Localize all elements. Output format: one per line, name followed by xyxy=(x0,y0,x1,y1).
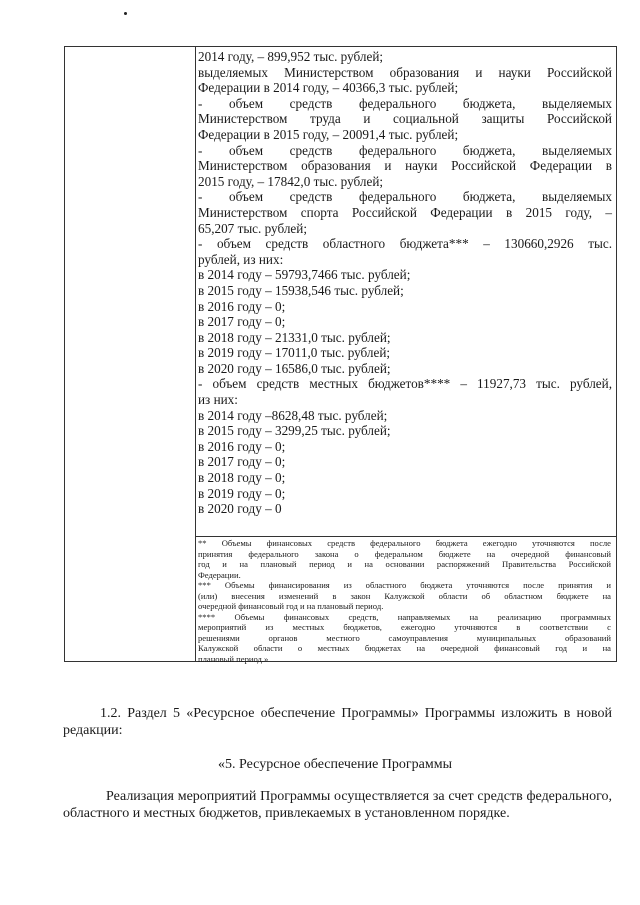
row-divider xyxy=(195,536,616,537)
footnote-line: ** Объемы финансовых средств федерального бюджета ежегодно уточняются после xyxy=(198,538,611,548)
table-text-line: в 2014 году –8628,48 тыс. рублей; xyxy=(198,407,388,423)
table-text-line: 2015 году, – 17842,0 тыс. рублей; xyxy=(198,173,384,189)
table-text-line: Министерством спорта Российской Федерации в 2015 году, – xyxy=(198,204,612,220)
table-text-line: выделяемых Министерством образования и науки Российской xyxy=(198,64,612,80)
table-text-line: в 2019 году – 17011,0 тыс. рублей; xyxy=(198,345,391,361)
section-heading: «5. Ресурсное обеспечение Программы xyxy=(218,757,453,772)
footnote-line: очередной финансовый год и на плановый период. xyxy=(198,601,384,611)
table-text-line: 2014 году, – 899,952 тыс. рублей; xyxy=(198,49,384,64)
table-text-line: Министерством образования и науки Российской Федерации в xyxy=(198,158,612,174)
table-text-line: - объем средств федерального бюджета, выделяемых xyxy=(198,95,612,111)
footnote-line: мероприятий из местных бюджетов, ежегодно уточняются в соответствии с xyxy=(198,622,611,632)
table-text-line: в 2016 году – 0; xyxy=(198,438,286,454)
column-divider xyxy=(195,47,196,661)
table-text-line: в 2015 году – 3299,25 тыс. рублей; xyxy=(198,423,391,439)
table-text-line: в 2014 году – 59793,7466 тыс. рублей; xyxy=(198,267,411,283)
paragraph-2-line-2: областного и местных бюджетов, привлекаемых в установленном порядке. xyxy=(63,806,510,821)
footnote-line: решениями органов местного самоуправления муниципальных образований xyxy=(198,632,611,643)
paragraph-1-line-2: редакции: xyxy=(63,723,123,738)
footnote-line: Федерации. xyxy=(198,569,241,580)
table-text-line: - объем средств областного бюджета*** – 130660,2926 тыс. xyxy=(198,236,612,252)
paragraph-2-line-1: Реализация мероприятий Программы осуществляется за счет средств федерального, xyxy=(106,789,612,804)
footnote-line: (или) внесения изменений в закон Калужской области об областном бюджете на xyxy=(198,590,611,601)
table-text-line: - объем средств федерального бюджета, выделяемых xyxy=(198,142,612,158)
footnote-line: Калужской области о местных бюджетах на очередной финансовый год и на xyxy=(198,643,611,653)
table-text-line: 65,207 тыс. рублей; xyxy=(198,220,308,236)
footnote-line: плановый период.» xyxy=(198,653,269,664)
funding-table xyxy=(64,46,617,662)
table-text-line: Федерации в 2014 году, – 40366,3 тыс. рублей; xyxy=(198,80,459,96)
table-text-line: из них: xyxy=(198,392,238,408)
table-text-line: в 2017 году – 0; xyxy=(198,454,286,470)
table-text-line: - объем средств местных бюджетов**** – 11927,73 тыс. рублей, xyxy=(198,376,612,392)
footnote-line: год и на плановый период и на основании распоряжений Правительства Российской xyxy=(198,559,611,569)
table-text-line: в 2020 году – 16586,0 тыс. рублей; xyxy=(198,360,391,376)
table-text-line: в 2015 году – 15938,546 тыс. рублей; xyxy=(198,282,404,298)
table-text-line: Министерством труда и социальной защиты Российской xyxy=(198,111,612,127)
footnote-line: **** Объемы финансовых средств, направляемых на реализацию программных xyxy=(198,611,611,622)
table-text-line: в 2018 году – 0; xyxy=(198,470,286,486)
table-text-line: Федерации в 2015 году, – 20091,4 тыс. рублей; xyxy=(198,126,459,142)
table-text-line: рублей, из них: xyxy=(198,251,284,267)
table-text-line: в 2019 году – 0; xyxy=(198,485,286,501)
footnotes-cell xyxy=(198,538,611,664)
paragraph-1-line-1: 1.2. Раздел 5 «Ресурсное обеспечение Программы» Программы изложить в новой xyxy=(100,706,612,721)
scan-speck xyxy=(124,12,127,15)
funding-cell xyxy=(198,49,612,517)
footnote-line: принятия федерального закона о федеральном бюджете на очередной финансовый xyxy=(198,548,611,559)
table-text-line: в 2020 году – 0 xyxy=(198,501,282,517)
footnote-line: *** Объемы финансирования из областного бюджета уточняются после принятия и xyxy=(198,580,611,590)
table-text-line: - объем средств федерального бюджета, выделяемых xyxy=(198,189,612,205)
table-text-line: в 2018 году – 21331,0 тыс. рублей; xyxy=(198,329,391,345)
table-text-line: в 2017 году – 0; xyxy=(198,314,286,330)
table-text-line: в 2016 году – 0; xyxy=(198,298,286,314)
